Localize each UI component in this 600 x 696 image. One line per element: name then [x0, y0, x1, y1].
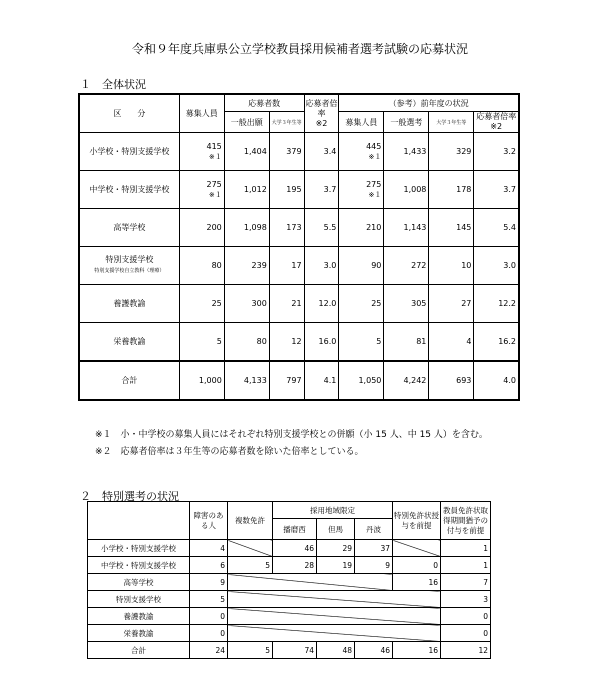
table-row	[79, 323, 519, 362]
ratio-cell: 3.7	[304, 171, 339, 209]
recruit-cell: 80	[179, 247, 224, 285]
general-cell: 80	[224, 323, 269, 362]
univ3-cell: 173	[269, 209, 304, 247]
recruit-cell: 1,000	[179, 361, 224, 400]
general-cell: 1,404	[224, 133, 269, 171]
disability-cell: 9	[190, 574, 228, 591]
table-row	[79, 209, 519, 247]
prev-ratio-cell: 3.7	[474, 171, 519, 209]
row-label: 合計	[88, 642, 190, 659]
ratio-cell: 16.0	[304, 323, 339, 362]
header-general: 一般出願	[224, 112, 269, 133]
ratio-cell: 4.1	[304, 361, 339, 400]
recruit-cell: 25	[179, 285, 224, 323]
header-ratio	[304, 94, 339, 133]
header-license-extension: 教員免許状取得期間猶予の付与を前提	[441, 502, 491, 540]
region-cell-na	[228, 574, 393, 591]
overall-status-table	[78, 93, 520, 401]
special-cell-na	[393, 540, 441, 557]
prev-general-cell: 1,008	[384, 171, 429, 209]
prev-univ3-cell: 10	[429, 247, 474, 285]
recruit-note: ※１	[208, 152, 222, 161]
general-cell: 1,012	[224, 171, 269, 209]
tajima-cell: 29	[317, 540, 355, 557]
row-label: 特別支援学校	[105, 255, 154, 264]
header-category: 区 分	[79, 94, 179, 133]
disability-cell: 5	[190, 591, 228, 608]
prev-recruit-value: 445	[366, 141, 382, 151]
prev-ratio-cell: 3.0	[474, 247, 519, 285]
table-row	[88, 608, 491, 625]
prev-recruit-cell	[339, 133, 384, 171]
extension-cell: 3	[441, 591, 491, 608]
table-row	[79, 247, 519, 285]
harima-cell: 28	[273, 557, 317, 574]
prev-recruit-cell: 90	[339, 247, 384, 285]
footnote-2: ※２ 応募者倍率は３年生等の応募者数を除いた倍率としている。	[95, 447, 364, 457]
univ3-cell: 21	[269, 285, 304, 323]
footnotes	[95, 427, 488, 461]
header-tajima: 但馬	[317, 519, 355, 540]
ratio-cell: 12.0	[304, 285, 339, 323]
prev-recruit-value: 275	[366, 179, 382, 189]
header-prev-general: 一般選考	[384, 112, 429, 133]
prev-univ3-cell: 693	[429, 361, 474, 400]
row-label: 高等学校	[88, 574, 190, 591]
table-row	[88, 557, 491, 574]
header-disability: 障害のある人	[190, 502, 228, 540]
region-cell-na	[228, 591, 441, 608]
table-row-total	[79, 361, 519, 400]
row-label-cell	[79, 247, 179, 285]
header-applicants: 応募者数	[224, 94, 304, 112]
recruit-cell	[179, 133, 224, 171]
prev-univ3-cell: 178	[429, 171, 474, 209]
tanba-cell: 46	[355, 642, 393, 659]
prev-general-cell: 272	[384, 247, 429, 285]
header-tanba: 丹波	[355, 519, 393, 540]
prev-ratio-cell: 4.0	[474, 361, 519, 400]
special-cell: 0	[393, 557, 441, 574]
special-cell: 16	[393, 642, 441, 659]
row-label: 栄養教諭	[79, 323, 179, 362]
general-cell: 4,133	[224, 361, 269, 400]
harima-cell: 74	[273, 642, 317, 659]
header-special-license: 特別免許状授与を前提	[393, 502, 441, 540]
section-2-heading: ２ 特別選考の状況	[80, 490, 179, 503]
prev-univ3-cell: 145	[429, 209, 474, 247]
prev-general-cell: 4,242	[384, 361, 429, 400]
table-row	[88, 591, 491, 608]
extension-cell: 0	[441, 608, 491, 625]
row-sublabel: 特別支援学校自立教科（理療）	[94, 268, 165, 274]
row-label: 小学校・特別支援学校	[88, 540, 190, 557]
row-label: 高等学校	[79, 209, 179, 247]
table-row	[88, 625, 491, 642]
disability-cell: 6	[190, 557, 228, 574]
prev-recruit-cell: 1,050	[339, 361, 384, 400]
general-cell: 300	[224, 285, 269, 323]
tanba-cell: 37	[355, 540, 393, 557]
extension-cell: 0	[441, 625, 491, 642]
row-label: 中学校・特別支援学校	[88, 557, 190, 574]
table-row	[79, 171, 519, 209]
prev-recruit-cell	[339, 171, 384, 209]
prev-univ3-cell: 4	[429, 323, 474, 362]
general-cell: 1,098	[224, 209, 269, 247]
harima-cell: 46	[273, 540, 317, 557]
header-ratio-label: 応募者倍率	[305, 98, 338, 118]
univ3-cell: 12	[269, 323, 304, 362]
disability-cell: 24	[190, 642, 228, 659]
extension-cell: 7	[441, 574, 491, 591]
t2-corner	[88, 502, 190, 540]
recruit-cell: 5	[179, 323, 224, 362]
table-row	[79, 133, 519, 171]
row-label: 養護教諭	[79, 285, 179, 323]
region-cell-na	[228, 625, 441, 642]
univ3-cell: 797	[269, 361, 304, 400]
prev-general-cell: 81	[384, 323, 429, 362]
prev-ratio-cell: 12.2	[474, 285, 519, 323]
disability-cell: 0	[190, 608, 228, 625]
header-prev-recruit: 募集人員	[339, 112, 384, 133]
table-row	[88, 574, 491, 591]
row-label: 小学校・特別支援学校	[79, 133, 179, 171]
prev-recruit-cell: 5	[339, 323, 384, 362]
tanba-cell: 9	[355, 557, 393, 574]
row-label: 養護教諭	[88, 608, 190, 625]
header-prev-ratio-note: ※2	[490, 122, 503, 131]
univ3-cell: 379	[269, 133, 304, 171]
table-row	[79, 285, 519, 323]
row-label: 合計	[79, 361, 179, 400]
multi-cell: 5	[228, 642, 273, 659]
prev-ratio-cell: 3.2	[474, 133, 519, 171]
recruit-value: 275	[206, 179, 222, 189]
header-harima: 播磨西	[273, 519, 317, 540]
prev-general-cell: 1,433	[384, 133, 429, 171]
extension-cell: 1	[441, 557, 491, 574]
table-row-total	[88, 642, 491, 659]
recruit-value: 415	[206, 141, 222, 151]
recruit-cell	[179, 171, 224, 209]
extension-cell: 12	[441, 642, 491, 659]
header-univ3: 大学３年生等	[269, 112, 304, 133]
tajima-cell: 48	[317, 642, 355, 659]
disability-cell: 0	[190, 625, 228, 642]
header-prev: （参考）前年度の状況	[339, 94, 519, 112]
multi-cell: 5	[228, 557, 273, 574]
disability-cell: 4	[190, 540, 228, 557]
row-label: 中学校・特別支援学校	[79, 171, 179, 209]
prev-univ3-cell: 329	[429, 133, 474, 171]
header-prev-ratio	[474, 112, 519, 133]
header-prev-ratio-label: 応募者倍率	[476, 112, 517, 121]
footnote-1: ※１ 小・中学校の募集人員にはそれぞれ特別支援学校との併願（小 15 人、中 15 人）を含む。	[95, 430, 488, 440]
page-title: 令和９年度兵庫県公立学校教員採用候補者選考試験の応募状況	[131, 42, 468, 56]
special-cell: 16	[393, 574, 441, 591]
prev-ratio-cell: 5.4	[474, 209, 519, 247]
row-label: 栄養教諭	[88, 625, 190, 642]
general-cell: 239	[224, 247, 269, 285]
prev-recruit-note: ※１	[368, 190, 382, 199]
recruit-cell: 200	[179, 209, 224, 247]
special-selection-table	[87, 501, 491, 659]
extension-cell: 1	[441, 540, 491, 557]
ratio-cell: 3.0	[304, 247, 339, 285]
row-label: 特別支援学校	[88, 591, 190, 608]
header-ratio-note: ※2	[315, 118, 328, 128]
header-region: 採用地域限定	[273, 502, 393, 519]
univ3-cell: 17	[269, 247, 304, 285]
table-row	[88, 540, 491, 557]
prev-recruit-cell: 210	[339, 209, 384, 247]
section-1-heading: １ 全体状況	[80, 78, 146, 91]
multi-cell-na	[228, 540, 273, 557]
prev-general-cell: 1,143	[384, 209, 429, 247]
recruit-note: ※１	[208, 190, 222, 199]
prev-general-cell: 305	[384, 285, 429, 323]
prev-univ3-cell: 27	[429, 285, 474, 323]
header-prev-univ3: 大学３年生等	[429, 112, 474, 133]
header-multi: 複数免許	[228, 502, 273, 540]
region-cell-na	[228, 608, 441, 625]
header-recruit: 募集人員	[179, 94, 224, 133]
prev-ratio-cell: 16.2	[474, 323, 519, 362]
prev-recruit-note: ※１	[368, 152, 382, 161]
univ3-cell: 195	[269, 171, 304, 209]
ratio-cell: 3.4	[304, 133, 339, 171]
prev-recruit-cell: 25	[339, 285, 384, 323]
tajima-cell: 19	[317, 557, 355, 574]
ratio-cell: 5.5	[304, 209, 339, 247]
